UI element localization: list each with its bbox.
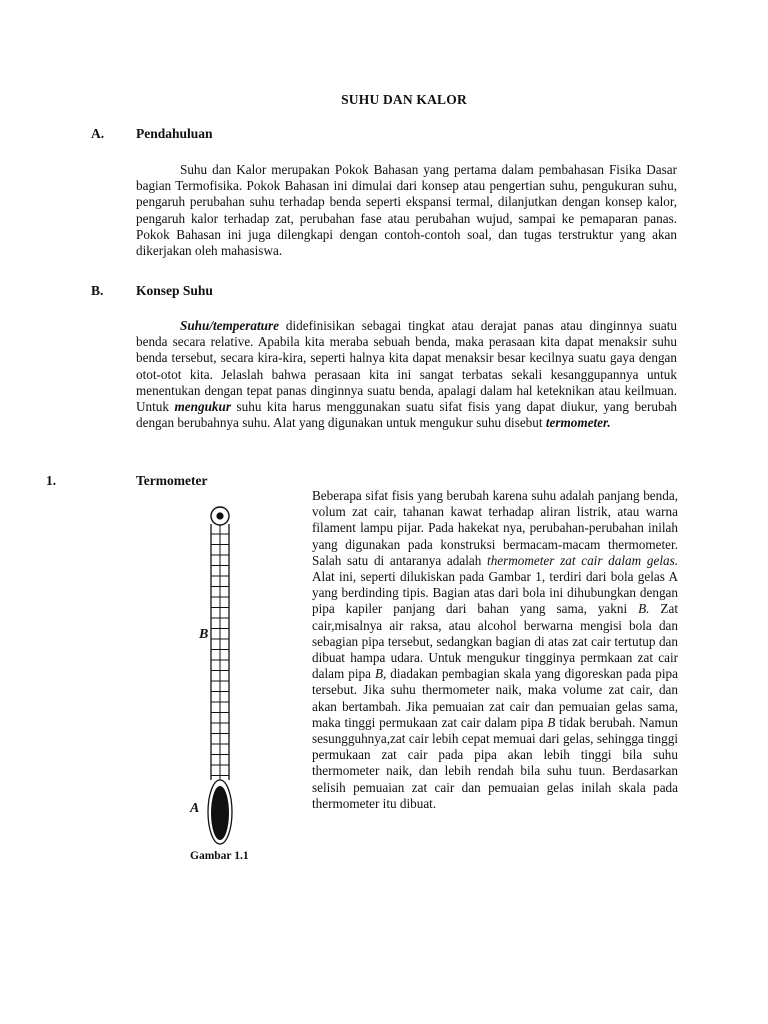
section-a-paragraph (136, 162, 677, 259)
label-a: A (190, 801, 200, 816)
term-mengukur: mengukur (174, 399, 231, 415)
figure-caption: Gambar 1.1 (190, 850, 249, 862)
section-1-italic-3: B, (374, 666, 387, 682)
term-suhu-temperature: Suhu/temperature (180, 318, 279, 333)
section-b-number: B. (91, 283, 104, 298)
label-b: B (199, 627, 209, 642)
section-1-number: 1. (46, 473, 57, 488)
section-1-paragraph (312, 488, 678, 812)
section-1-italic-1: thermometer zat cair dalam gelas. (487, 552, 678, 568)
document-title: SUHU DAN KALOR (341, 92, 467, 107)
section-a-number: A. (91, 126, 105, 141)
section-a-text: Suhu dan Kalor merupakan Pokok Bahasan yang pertama dalam pembahasan Fisika Dasar bagian Termofisika. Pokok Bahasan ini dimulai dari konsep atau pengertian suhu, pengukuran suhu, pengaruh perubahan suhu terhadap benda seperti ekspansi termal, dilanjutkan dengan konsep kalor, pengaruh kalor terhadap zat, perubahan fase atau perubahan wujud, sampai ke pemaparan panas. Pokok Bahasan ini juga dilengkapi dengan contoh-contoh soal, dan tugas terstruktur yang akan dikerjakan oleh mahasiswa. (136, 162, 677, 259)
section-1-text-4: diadakan pembagian skala yang digoreskan pada pipa tersebut. Jika suhu thermometer naik, maka volume zat cair, dan akan bertambah. Jika pemuaian zat cair dan pemuaian gelas sama, maka tinggi permukaan zat cair dalam pipa (312, 666, 678, 730)
section-b-paragraph (136, 318, 677, 431)
section-b-text-1: didefinisikan sebagai tingkat atau derajat panas atau dinginnya suatu benda secara relative. Apabila kita meraba sebuah benda, maka perasaan kita dapat menaksir suhu benda tersebut, secara kira-kira, seperti halnya kita dapat menaksir besar kecilnya suatu gaya dengan otot-otot kita. Jelaslah bahwa perasaan kita ini sangat terbatas sekali kesanggupannya untuk menentukan dengan tepat panas dinginnya suatu benda, apalagi dalam hal keteknikan atau keilmuan. Untuk (136, 318, 677, 415)
section-1-text-5: tidak berubah. Namun sesungguhnya,zat cair lebih cepat memuai dari gelas, sehingga tinggi permukaan zat cair pada pipa akan lebih tinggi bila suhu thermometer naik, dan lebih rendah bila suhu tuun. Berdasarkan selisih pemuaian zat cair dan pemuaian gelas inilah skala pada thermometer itu dibuat. (312, 714, 678, 811)
thermometer-figure (180, 500, 270, 850)
section-1-italic-2: B. (638, 601, 650, 617)
section-a-title: Pendahuluan (136, 126, 213, 141)
section-b-text-2: suhu kita harus menggunakan suatu sifat fisis yang dapat diukur, yang berubah dengan berubahnya suhu. Alat yang digunakan untuk mengukur suhu disebut (136, 399, 678, 431)
section-1-title: Termometer (136, 473, 208, 488)
thermometer-top-dot (216, 512, 223, 519)
term-termometer: termometer. (545, 415, 611, 431)
section-b-title: Konsep Suhu (136, 283, 213, 298)
bulb-liquid (211, 786, 229, 840)
section-1-text-3: Zat cair,misalnya air raksa, atau alcohol berwarna mengisi bola dan sebagian pipa tersebut, sedangkan bagian di atas zat cair tertutup dan dibuat hampa udara. Untuk mengukur tingginya permkaan zat cair dalam pipa (312, 601, 678, 682)
section-1-text-1: Beberapa sifat fisis yang berubah karena suhu adalah panjang benda, volum zat cair, tahanan kawat terhadap aliran listrik, atau warna filament lampu pijar. Pada hakekat nya, perubahan-perubahan inilah yang digunakan pada konstruksi bermacam-macam thermometer. Salah satu di antaranya adalah (312, 488, 678, 568)
section-1-italic-4: B (547, 714, 556, 730)
section-1-text-2: Alat ini, seperti dilukiskan pada Gambar 1, terdiri dari bola gelas A yang berdinding tipis. Bagian atas dari bola ini dihubungkan dengan pipa kapiler panjang dari bahan yang sama, yakni (312, 569, 678, 617)
